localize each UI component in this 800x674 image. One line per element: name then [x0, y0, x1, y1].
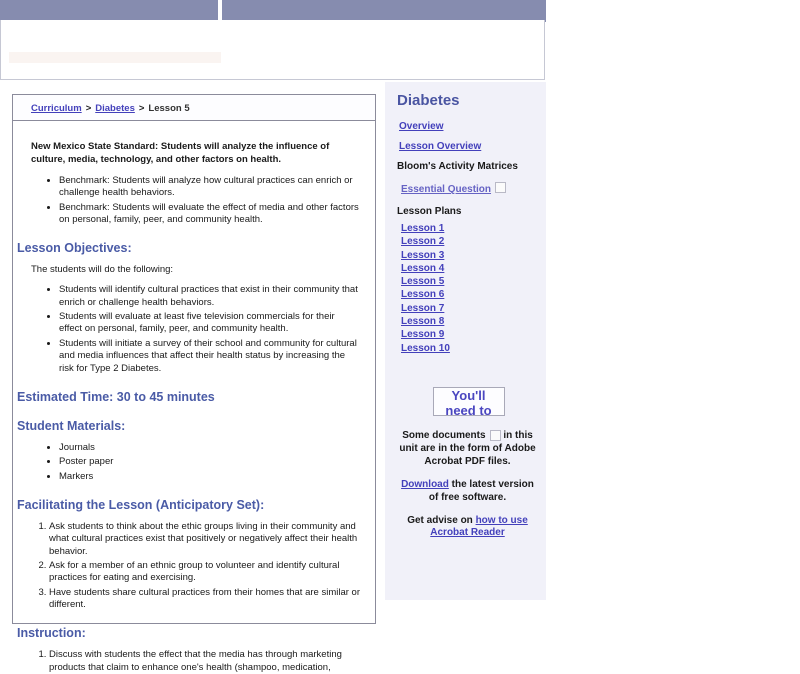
download-note-text: the latest version of free software.: [428, 479, 534, 503]
instruction-step: 1. Discuss with students the effect that the media has through marketing products that claim to enhance one's health (shampoo, medication,: [49, 649, 369, 674]
top-bar-left: [0, 0, 218, 20]
sidebar-link-lesson-3[interactable]: Lesson 3: [401, 249, 445, 261]
top-bar-right: [222, 0, 546, 22]
sidebar-label-blooms: Bloom's Activity Matrices: [397, 161, 518, 172]
youll-need-line2: need to: [445, 403, 492, 417]
sidebar-link-lesson-10[interactable]: Lesson 10: [401, 342, 450, 354]
facilitating-step: 3. Have students share cultural practices from their homes that are similar or different.: [49, 587, 369, 612]
materials-list: [17, 442, 359, 483]
youll-need-line1: You'll: [451, 388, 486, 404]
broken-image-icon: [495, 182, 506, 193]
sidebar-link-lesson-6[interactable]: Lesson 6: [401, 289, 445, 301]
student-materials-heading: Student Materials:: [17, 418, 126, 433]
advise-note: [397, 515, 538, 541]
benchmark-list: [17, 175, 359, 226]
material-item: • Journals: [59, 442, 359, 454]
benchmark-item: • Benchmark: Students will evaluate the effect of media and other factors on personal, family, peer, and community health.: [59, 202, 359, 227]
pdf-note: [397, 430, 538, 469]
facilitating-steps: [17, 521, 369, 611]
header-logo-placeholder: [9, 52, 221, 63]
breadcrumb: [13, 95, 375, 121]
lesson-body: [13, 121, 375, 674]
breadcrumb-link-diabetes[interactable]: Diabetes: [95, 103, 135, 114]
estimated-time-heading: Estimated Time: 30 to 45 minutes: [17, 389, 215, 404]
pdf-note-text-2: in this unit are in the form of Adobe Acrobat PDF files.: [399, 430, 536, 468]
pdf-note-text-1: Some documents: [402, 430, 486, 442]
sidebar-label-lesson-plans: Lesson Plans: [397, 206, 462, 217]
material-item: • Markers: [59, 471, 359, 483]
sidebar-title: Diabetes: [397, 92, 460, 109]
download-link[interactable]: Download: [401, 479, 449, 490]
main-content-panel: [12, 94, 376, 673]
sidebar-link-lesson-2[interactable]: Lesson 2: [401, 236, 445, 248]
advise-note-text: Get advise on: [407, 514, 473, 526]
objectives-list: [17, 284, 359, 374]
breadcrumb-current: Lesson 5: [148, 103, 190, 114]
state-standard-text: New Mexico State Standard: Students will analyze the influence of culture, media, technology, and other factors on health.: [31, 141, 330, 165]
lesson-links: [397, 224, 540, 353]
sidebar: [385, 82, 546, 600]
material-item: • Poster paper: [59, 456, 359, 468]
sidebar-link-overview[interactable]: Overview: [399, 121, 444, 132]
sidebar-link-lesson-1[interactable]: Lesson 1: [401, 223, 445, 234]
benchmark-item: • Benchmark: Students will analyze how cultural practices can enrich or challenge health behaviors.: [59, 175, 359, 200]
objective-item: • Students will initiate a survey of their school and community for cultural and media influences that affect their health status by increasing the risk for Type 2 Diabetes.: [59, 338, 359, 375]
objectives-intro: The students will do the following:: [31, 264, 174, 276]
objective-item: • Students will evaluate at least five television commercials for their effect on personal, family, peer, and community health.: [59, 311, 359, 336]
sidebar-link-lesson-7[interactable]: Lesson 7: [401, 302, 445, 314]
broken-image-icon: [490, 430, 501, 441]
essential-question-row: [401, 179, 540, 197]
sidebar-link-lesson-9[interactable]: Lesson 9: [401, 329, 445, 341]
objective-item: • Students will identify cultural practices that exist in their community that enrich or challenge health behaviors.: [59, 284, 359, 309]
sidebar-link-lesson-5[interactable]: Lesson 5: [401, 276, 445, 288]
sidebar-link-lesson-4[interactable]: Lesson 4: [401, 262, 445, 274]
page-header: [0, 20, 545, 80]
breadcrumb-separator: >: [138, 103, 145, 114]
facilitating-step: 1. Ask students to think about the ethic groups living in their community and what cultural practices exist that positively or negatively affect their health behavior.: [49, 521, 369, 558]
download-note: [397, 479, 538, 505]
sidebar-link-essential-question[interactable]: Essential Question: [401, 184, 492, 195]
instruction-steps: [17, 649, 369, 674]
instruction-heading: Instruction:: [17, 626, 86, 641]
lesson-objectives-heading: Lesson Objectives:: [17, 241, 132, 256]
facilitating-heading: Facilitating the Lesson (Anticipatory Set):: [17, 497, 265, 512]
breadcrumb-link-curriculum[interactable]: Curriculum: [31, 103, 82, 114]
sidebar-link-lesson-overview[interactable]: Lesson Overview: [399, 141, 482, 152]
youll-need-to-clipped-image[interactable]: [433, 387, 505, 416]
sidebar-link-lesson-8[interactable]: Lesson 8: [401, 316, 445, 328]
how-to-use-acrobat-link[interactable]: how to use Acrobat Reader: [430, 514, 528, 539]
breadcrumb-separator: >: [85, 103, 92, 114]
facilitating-step: 2. Ask for a member of an ethnic group to volunteer and identify cultural practices for eating and exercising.: [49, 560, 369, 585]
